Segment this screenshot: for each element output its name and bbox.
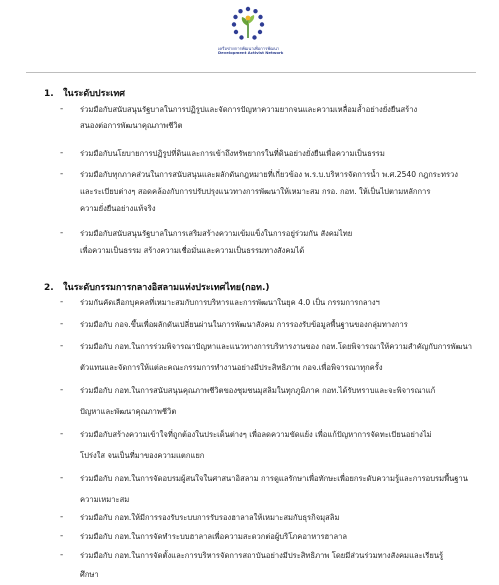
bullet-dash: - <box>60 429 64 439</box>
header-divider <box>26 72 476 73</box>
bullet-dash: - <box>60 473 64 483</box>
item-line: ความเหมาะสม <box>80 495 130 504</box>
item-line: ร่วมมือกับ กอท.ให้มีการรองรับระบบการรับรองฮาลาลให้เหมาะสมกับธุรกิจมุสลิม <box>80 513 340 522</box>
item-line: ร่วมมือกับนโยบายการปฏิรูปที่ดินและการเข้าถึงทรัพยากรในที่ดินอย่างยั่งยืนเพื่อความเป็นธรรม <box>80 149 385 158</box>
bullet-dash: - <box>60 385 64 395</box>
bullet-dash: - <box>60 297 64 307</box>
section-number: 1. <box>44 89 54 99</box>
item-line: ร่วมมือกับทุกภาคส่วนในการสนับสนุนและผลักดันกฎหมายที่เกี่ยวข้อง พ.ร.บ.บริหารจัดการน้ำ พ.ศ.2540 กฎกระทรวง <box>80 170 459 179</box>
item-line: สนองต่อการพัฒนาคุณภาพชีวิต <box>80 121 183 130</box>
item-line: ร่วมมือกับ กอท.ในการร่วมพิจารณาปัญหาและแนวทางการบริหารงานของ กอท.โดยพิจารณาให้ความสำคัญกับการพัฒนา <box>80 342 472 351</box>
item-line: ความยั่งยืนอย่างแท้จริง <box>80 204 156 213</box>
item-line: ร่วมมือกับ กอท.ในการจัดอบรมผู้สนใจในศาสนาอิสลาม การดูแลรักษาเพื่อทักษะเพื่อยกระดับความรู้และการอบรมพื้นฐาน <box>80 474 468 483</box>
bullet-dash: - <box>60 104 64 114</box>
bullet-dash: - <box>60 531 64 541</box>
item-line: ตัวแทนและจัดการให้แต่ละคณะกรรมการทำงานอย่างมีประสิทธิภาพ กอจ.เพื่อพิจารณาทุกครั้ง <box>80 363 383 372</box>
item-line: ร่วมมือกับ กอจ.ขึ้นเพื่อผลักดันเปลี่ยนผ่านในการพัฒนาสังคม การรองรับข้อมูลพื้นฐานของกลุ่มทางการ <box>80 320 408 329</box>
item-line: ร่วมมือกับ กอท.ในการสนับสนุนคุณภาพชีวิตของชุมชนมุสลิมในทุกภูมิภาค กอท.ได้รับทราบและจะพิจารณาแก้ <box>80 386 436 395</box>
item-line: โปร่งใส จนเป็นที่มาของความแตกแยก <box>80 451 205 460</box>
bullet-dash: - <box>60 169 64 179</box>
section-heading <box>44 86 125 100</box>
item-line: ร่วมมือกับสนับสนุนรัฐบาลในการเสริมสร้างความเข้มแข็งในการอยู่ร่วมกัน สังคมไทย <box>80 229 353 238</box>
bullet-dash: - <box>60 319 64 329</box>
bullet-dash: - <box>60 148 64 158</box>
item-line: ร่วมมือกับสร้างความเข้าใจที่ถูกต้องในประเด็นต่างๆ เพื่อลดความขัดแย้ง เพื่อแก้ปัญหาการจัดทะเบียนอย่างไม่ <box>80 430 432 439</box>
organization-logo <box>218 6 284 68</box>
item-line: และระเบียบต่างๆ สอดคล้องกับการปรับปรุงแนวทางการพัฒนาให้เหมาะสม กรอ. กอท. ให้เป็นไปตามหลักการ <box>80 187 431 196</box>
item-line: ร่วมมือกับสนับสนุนรัฐบาลในการปฏิรูปและจัดการปัญหาความยากจนและความเหลื่อมล้ำอย่างยั่งยืนสร้าง <box>80 105 418 114</box>
logo-text-english: Development Activist Network <box>218 50 284 55</box>
bullet-dash: - <box>60 512 64 522</box>
item-line: ร่วมมือกับ กอท.ในการจัดทำระบบฮาลาลเพื่อความสะดวกต่อผู้บริโภคอาหารฮาลาล <box>80 532 348 541</box>
item-line: ร่วมกันคัดเลือกบุคคลที่เหมาะสมกับการบริหารและการพัฒนาในยุค 4.0 เป็น กรรมการกลางฯ <box>80 298 380 307</box>
logo-emblem-icon <box>231 6 265 46</box>
item-line: เพื่อความเป็นธรรม สร้างความเชื่อมั่นและความเป็นธรรมทางสังคมได้ <box>80 246 305 255</box>
item-line: ศึกษา <box>80 570 99 579</box>
bullet-dash: - <box>60 341 64 351</box>
bullet-dash: - <box>60 228 64 238</box>
section-title: ในระดับกรรมการกลางอิสลามแห่งประเทศไทย(กอท.) <box>63 283 270 293</box>
item-line: ปัญหาและพัฒนาคุณภาพชีวิต <box>80 407 177 416</box>
item-line: ร่วมมือกับ กอท.ในการจัดตั้งและการบริหารจัดการสถาบันอย่างมีประสิทธิภาพ โดยมีส่วนร่วมทางสังคมและเรียนรู้ <box>80 551 444 560</box>
bullet-dash: - <box>60 550 64 560</box>
section-heading <box>44 280 270 294</box>
section-title: ในระดับประเทศ <box>63 89 126 99</box>
section-number: 2. <box>44 283 54 293</box>
logo-text-thai: เครือข่ายการพัฒนาเพื่อการพัฒนา <box>218 46 280 51</box>
